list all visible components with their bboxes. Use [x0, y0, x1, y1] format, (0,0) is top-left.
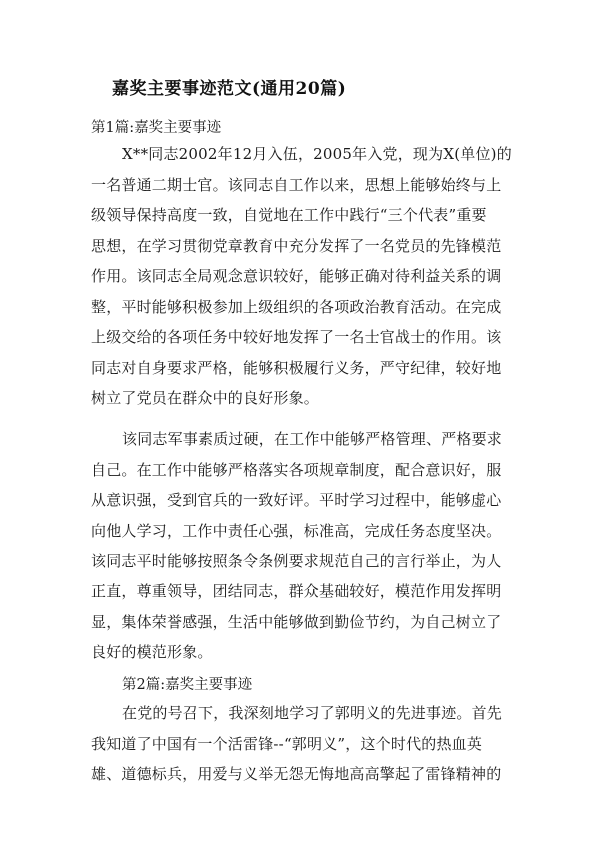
text-line: 雄、道德标兵，用爱与义举无怨无悔地高高擎起了雷锋精神的 [91, 765, 502, 783]
document-title: 嘉奖主要事迹范文(通用20篇) [112, 79, 347, 99]
section-2-heading: 第2篇:嘉奖主要事迹 [122, 677, 253, 693]
text-line: 良好的模范形象。 [91, 643, 213, 661]
text-line: 作用。该同志全局观念意识较好，能够正确对待利益关系的调 [91, 267, 502, 285]
text-line: 自己。在工作中能够严格落实各项规章制度，配合意识好，服 [91, 461, 502, 479]
text-line: 正直，尊重领导，团结同志，群众基础较好，模范作用发挥明 [91, 582, 502, 600]
text-line: 整，平时能够积极参加上级组织的各项政治教育活动。在完成 [91, 298, 502, 316]
text-line: X**同志2002年12月入伍，2005年入党，现为X(单位)的 [122, 145, 512, 163]
text-line: 该同志军事素质过硬，在工作中能够严格管理、严格要求 [122, 430, 503, 448]
text-line: 树立了党员在群众中的良好形象。 [91, 389, 320, 407]
text-line: 该同志平时能够按照条令条例要求规范自己的言行举止，为人 [91, 552, 502, 570]
text-line: 上级交给的各项任务中较好地发挥了一名士官战士的作用。该 [91, 328, 502, 346]
text-line: 我知道了中国有一个活雷锋--“郭明义”，这个时代的热血英 [91, 735, 483, 753]
text-line: 显，集体荣誉感强，生活中能够做到勤俭节约，为自己树立了 [91, 613, 502, 631]
text-line: 思想，在学习贯彻党章教育中充分发挥了一名党员的先锋模范 [91, 237, 502, 255]
text-line: 级领导保持高度一致，自觉地在工作中践行“三个代表”重要 [91, 206, 487, 224]
text-line: 一名普通二期士官。该同志自工作以来，思想上能够始终与上 [91, 176, 502, 194]
text-line: 从意识强，受到官兵的一致好评。平时学习过程中，能够虚心 [91, 491, 502, 509]
text-line: 同志对自身要求严格，能够积极履行义务，严守纪律，较好地 [91, 359, 502, 377]
text-line: 在党的号召下，我深刻地学习了郭明义的先进事迹。首先 [122, 704, 503, 722]
section-1-heading: 第1篇:嘉奖主要事迹 [91, 120, 222, 136]
text-line: 向他人学习，工作中责任心强，标准高，完成任务态度坚决。 [91, 522, 502, 540]
